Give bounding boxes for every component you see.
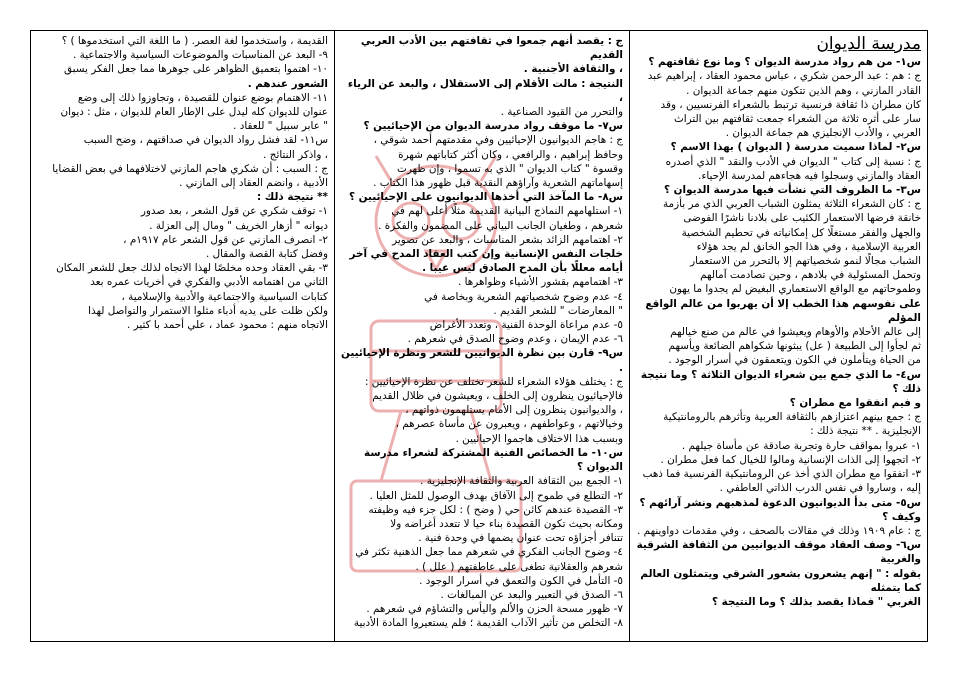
text-line: الأدبية ، وانضم العقاد إلى المازني . [179, 177, 328, 190]
text-line: العقاد والمازني وسجلوا فيه هجاءهم لمدرسة الإحياء. [698, 169, 921, 182]
text-line: س٤- ما الذي جمع بين شعراء الديوان الثلاثة ؟ وما نتيجة ذلك ؟ [640, 368, 921, 395]
text-line: ٨- التخلص من تأثير الآداب القديمة ؛ فلم يستعيروا المادة الأدبية [353, 617, 623, 630]
text-line: الاتجاه منهم : محمود عماد ، علي أحمد با كثير . [127, 319, 328, 332]
text-line: ج : يختلف هؤلاء الشعراء للشعر تختلف عن نظرة الإحيائيين : [364, 375, 623, 388]
text-line: القادر المازني ، وهم الذين تتكون منهم جماعة الديوان . [686, 84, 921, 97]
text-line: النتيجة : مالت الأقلام إلى الاستقلال ، والبعد عن الرياء ، [347, 77, 623, 104]
text-line: ١- الجمع بين الثقافة العربية والثقافة الإنجليزية . [420, 475, 623, 488]
text-line: " المعارضات " للشعر القديم . [493, 304, 623, 317]
middle-column-text [341, 34, 623, 631]
exam-sheet [30, 30, 928, 642]
text-line: ٩- البعد عن المناسبات والموضوعات السياسية والاجتماعية . [73, 49, 328, 62]
text-line: من الحياة ويتأملون في الكون ويتعمقون في أسرار الوجود . [668, 354, 921, 367]
text-line: عنوان للديوان كله ليدل على الإطار العام للديوان ، مثل : ديوان [60, 106, 328, 119]
text-line: ٢- اهتمامهم الزائد بشعر المناسبات ، والبعد عن تصوير [392, 233, 623, 246]
text-line: أيامه معللًا بأن المدح الصادق ليس عيبا . [422, 262, 623, 275]
text-line: ١- استلهامهم النماذج البيانية القديمة مثلًا أعلى لهم في [391, 205, 623, 218]
text-line: و فيم انفقوا مع مطران ؟ [789, 397, 921, 410]
text-line: ١- عبروا بمواقف حارة وتجربة صادقة عن مأساة جيلهم . [681, 439, 921, 452]
text-line: ٦- الصدق في التعبير والبعد عن المبالغات . [440, 588, 623, 601]
text-line: القديمة ، واستخدموا لغة العصر. ( ما اللغة التي استخدموها ) ؟ [61, 35, 328, 47]
text-line: العربية الإسلامية ، وفي هذا الجو الخانق لم يجد هؤلاء [696, 240, 921, 253]
text-line: س٨- ما المآخذ التي أخذها الديوانيون على الإحيائيين ؟ [349, 191, 623, 204]
text-line: ديوانه " أزهار الخريف " ومال إلى العزلة . [149, 219, 328, 232]
text-line: ٢- التطلع في طموح إلى الآفاق بهدف الوصول للمثل العليا . [369, 489, 623, 502]
text-line: ٥- عدم مراعاة الوحدة الفنية ، وتعدد الأغراض [429, 319, 623, 332]
text-line: ومكانه بحيث تكون القصيدة بناء حيا لا تتعدد أغراضه ولا [390, 517, 623, 530]
text-line: ، والثقافة الأجنبية . [523, 63, 623, 76]
text-line: إلى عالم الأحلام والأوهام ويعيشوا في عالم من صنع خيالهم [670, 326, 921, 339]
text-line: س٣- ما الظروف التي نشأت فيها مدرسة الديوان ؟ [664, 184, 921, 197]
text-line: ٤- عدم وضوح شخصياتهم الشعرية وبخاصة في [424, 290, 623, 303]
text-line: شعرهم والعقلانية تطغى على عاطفتهم ( علل ) . [415, 560, 623, 573]
text-line: وخيالاتهم ، وعواطفهم ، ويعبرون عن مأساة عصرهم ، [395, 418, 623, 431]
text-line: ج : السبب : أن شكري هاجم المازني لاختلافهما في بعض القضايا [52, 162, 328, 175]
text-line: الشعور عندهم . [247, 77, 328, 90]
text-line: ج : هاجم الديوانيون الإحيائيين وفي مقدمتهم أحمد شوقي ، [373, 134, 623, 147]
text-line: وبسبب هذا الاختلاف هاجموا الإحيائيين . [455, 432, 623, 445]
text-line: شعرهم ، وطغيان الجانب البياني على المضمون والفكرة . [378, 219, 623, 232]
text-line: س١٠- ما الخصائص الفنية المشتركة لشعراء مدرسة الديوان ؟ [364, 446, 623, 474]
left-column [30, 31, 334, 641]
text-line: ٣- بقي العقاد وحده مخلصًا لهذا الاتجاه لذلك جعل للشعر المكان [56, 262, 328, 275]
text-line: ولكن ظلت على يديه أدباء مثلوا الاستمرار والتواصل لهذا [88, 304, 328, 317]
text-line: فالإحيائيون ينظرون إلى الخلف ، ويعيشون في ظلال القديم [372, 390, 623, 403]
text-line: س١١- لقد فشل رواد الديوان في صداقتهم ، وضح السبب [83, 134, 328, 147]
text-line: ثم لجأوا إلى الطبيعة ( عل) يبثونها شكواهم الضائعة ويأسهم [668, 340, 921, 353]
text-line: ١- توقف شكري عن قول الشعر ، بعد صدور [140, 205, 328, 218]
text-line: وحافظ إبراهيم ، والرافعي ، وكان أكثر كتاباتهم شهرة [398, 148, 623, 161]
text-line: الثاني من اهتمامه الأدبي والفكري في أخريات عمره بعد [90, 276, 328, 289]
text-line: ج : هم : عبد الرحمن شكري ، عباس محمود العقاد ، إبراهيم عبد [647, 70, 921, 83]
text-line: الغربي " فماذا يقصد بذلك ؟ وما النتيجة ؟ [711, 595, 921, 608]
text-line: ٣- القصيدة عندهم كائن حي ( وضح ) : لكل جزء فيه وظيفته [368, 503, 623, 516]
text-line: ٣- اهتمامهم بقشور الأشياء وظواهرها . [457, 276, 623, 289]
right-column-text [636, 55, 921, 609]
text-line: س١- من هم رواد مدرسة الديوان ؟ وما نوع ثقافتهم ؟ [648, 56, 921, 69]
text-line: والجهل والفقر مستغلًا كل إمكانياته في تحطيم الشخصية [681, 226, 921, 239]
text-line: تتنافر أجزاؤه تحت عنوان يضمها في وحدة فنية . [418, 532, 623, 545]
text-line: إليه ، وساروا في نفس الدرب الذاتي العاطفي . [719, 482, 921, 495]
text-line: سار على أثره ثلاثة من الشعراء جمعت ثقافتهم بين التراث [673, 113, 921, 126]
text-line: س٧- ما موقف رواد مدرسة الديوان من الإحيائيين ؟ [363, 120, 623, 133]
text-line: كان مطران ذا ثقافة فرنسية ترتبط بالشعراء الفرنسيين ، وقد [660, 98, 921, 111]
text-line: وقسوة " كتاب الديوان " الذي به تسموا ، وإن ظهرت [397, 162, 623, 175]
text-line: ، والديوانيون ينظرون إلى الأمام يستلهمون ذواتهم ، [405, 404, 623, 417]
middle-column [334, 31, 630, 641]
text-line: وتحمل المسئولية في بلادهم ، وحين تصادمت آمالهم [700, 269, 921, 282]
text-line: الإنجليزية . ** نتيجة ذلك : [810, 425, 921, 438]
text-line: ٥- التأمل في الكون والتعمق في أسرار الوجود . [419, 574, 623, 587]
text-line: خلجات النفس الإنسانية وإن كتب العقاد المدح في آخر [349, 248, 623, 261]
text-line: " عابر سبيل " للعقاد . [233, 120, 328, 133]
text-line: وطموحاتهم مع الواقع الاستعماري البغيض لم يجدوا ما يهون [669, 283, 921, 296]
right-column [630, 31, 927, 641]
text-line: س٢- لماذا سميت مدرسة ( الديوان ) بهذا الاسم ؟ [670, 141, 921, 154]
text-line: ج : نسبة إلى كتاب " الديوان في الأدب والنقد " الذي أصدره [665, 155, 921, 168]
text-line: ج : جمع بينهم اعتزازهم بالثقافة العربية وتأثرهم بالرومانتيكية [663, 411, 921, 424]
text-line: س٥- متى بدأ الديوانيون الدعوة لمذهبهم ونشر آرائهم ؟ وكيف ؟ [639, 496, 921, 523]
text-line: كتابات السياسية والاجتماعية والأدبية والإسلامية ، [121, 290, 328, 303]
text-line: ** نتيجة ذلك : [257, 191, 328, 204]
text-line: العربي ، والأدب الإنجليزي هم جماعة الديوان . [725, 127, 921, 140]
text-line: بقوله : " إنهم يشعرون بشعور الشرقي ويتمثلون العالم كما يتمثله [640, 567, 921, 594]
text-line: ٣- اتفقوا مع مطران الذي أخذ عن الرومانتيكية الفرنسية فما ذهب [642, 468, 921, 481]
text-line: ٤- وضوح الجانب الفكري في شعرهم مما جعل الذهنية تكثر في [355, 546, 623, 559]
text-line: على نفوسهم هذا الخطب إلا أن يهربوا من عالم الواقع المؤلم [645, 297, 921, 324]
text-line: ٧- ظهور مسحة الحزن والألم واليأس والتشاؤم في شعرهم . [366, 603, 623, 616]
text-line: ١١- الاهتمام بوضع عنوان للقصيدة ، وتجاوزوا ذلك إلى وضع [77, 91, 328, 104]
left-column-text [35, 34, 328, 332]
section-title-box [636, 34, 921, 54]
text-line: ٦- عدم الإيمان ، وعدم وضوح الصدق في شعرهم . [407, 333, 623, 346]
text-line: إسهاماتهم الشعرية وآراؤهم النقدية قبل ظهور هذا الكتاب . [373, 177, 623, 190]
text-line: الشباب مجالًا لنمو شخصياتهم إلا بالتحرر من الاستعمار [690, 255, 921, 268]
text-line: خانقة فرضها الاستعمار الكئيب على بلادنا ناشرًا الفوضى [683, 212, 921, 225]
text-line: ، واذكر النتائج . [263, 148, 328, 161]
text-line: والتحرر من القيود الصناعية . [500, 106, 623, 119]
page-title: مدرسة الديوان [816, 34, 921, 54]
text-line: ٢- اتجهوا إلى الذات الإنسانية ومالوا للخيال كما فعل مطران . [660, 453, 921, 466]
text-line: ج : عام ١٩٠٩ وذلك في مقالات بالصحف ، وفي مقدمات دواوينهم . [637, 524, 921, 537]
text-line: ج : كان الشعراء الثلاثة يمثلون الشباب العربي الذي مر بأزمة [662, 198, 921, 211]
text-line: ٢- انصرف المازني عن قول الشعر عام ١٩١٧م ، [123, 233, 328, 246]
text-line: ١٠- اهتموا بتعميق الظواهر على جوهرها مما جعل الفكر يسبق [63, 63, 328, 76]
text-line: وفضل كتابة القصة والمقال . [205, 248, 328, 261]
text-line: س٩- قارن بين نظرة الديوانيين للشعر ونظرة الإحيائيين . [341, 347, 623, 374]
text-line: ج : يقصد أنهم جمعوا في ثقافتهم بين الأدب العربي القديم [360, 35, 623, 62]
text-line: س٦- وصف العقاد موقف الديوانيين من الثقافة الشرقية والغربية [636, 539, 921, 566]
